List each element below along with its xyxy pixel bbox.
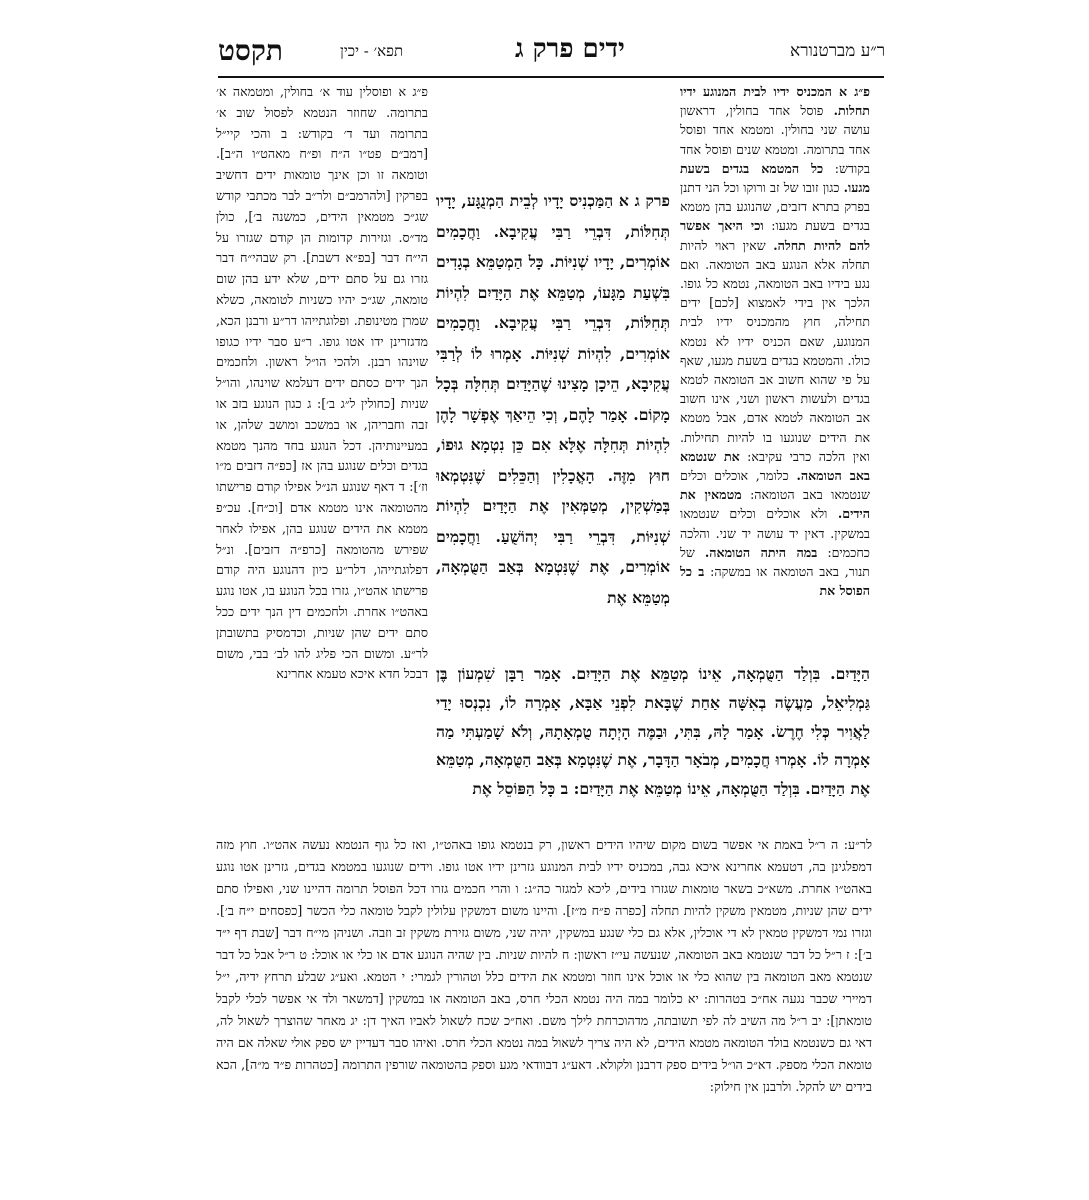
commentary-text: של תנור, באב הטומאה או במשקה: bbox=[680, 544, 870, 580]
yachin-commentary-text: פ״ג א ופוסלין עוד א׳ בחולין, ומטמאה א׳ בתרומה. שחוזר הנטמא לפסול שוב א׳ בתרומה ועד ד׳ בקודש: ב והכי קיי״ל [רמב״ם פט״ו ה״ח ופ״ח מאהט״ו ה״ב]. וטומאה זו וכן אינך טומאות ידים דחשיב בפרקין [ולהרמב״ם ולר״ב לבר מכתבי קודש שג״כ מטמאין הידים, כמשנה ב׳], כולן מד״ס. וגזירות קדומות הן קודם שגזרו על הי״ח דבר [בפ״א דשבת]. רק שבהי״ח דבר גזרו גם על סתם ידים, שלא ידע בהן שום טומאה, שג״כ יהיו כשניות לטומאה, כשלא שמרן מטינופת. ופלוגתייהו דר״ע ורבנן הכא, מדגזרינן ידו אטו גופו. ר״ע סבר ידיו כגופו שוינהו רבנן. ולהכי הו״ל ראשון. ולחכמים הנך ידים כסתם ידים דעלמא שוינהו, והו״ל שניות [כחולין ל״ג ב׳]: ג כגון הנוגע בזב או זבה וחבריהן, או במשכב ומושב שלהן, או במעיינותיהן. דכל הנוגע בחד מהנך מטמא בגדים וכלים שנוגע בהן אז [כפ״ה דזבים מ״ו וז׳]: ד דאף שנוגע הנ״ל אפילו קודם פרישתו מהטומאה אינו מטמא אדם [וכ״ח]. עכ״פ מטמא את הידים שנוגע בהן, אפילו לאחר שפירש מהטומאה [כרפ״ה דזבים]. ונ״ל דפלוגתייהו, דלר״ע כיון דהנוגע היה קודם פרישתו אהט״ו, גזרו בכל הנוגע בו, אטו נוגע באהט״ו אחרת. ולחכמים דין הנך ידים ככל סתם ידים שהן שניות, וכדמסיק בתשובתן לר״ע. ומשום הכי פליג להו לב׳ בבי, משום דבכל חדא איכא טעמא אחרינא bbox=[216, 84, 428, 682]
commentary-lemma: ב כל הפוסל את bbox=[680, 564, 870, 599]
commentary-lemma: וכי היאך אפשר להם להיות תחלה. bbox=[680, 218, 870, 253]
mishnah-text-full-width bbox=[436, 660, 870, 832]
yachin-commentary-text: לר״ע: ה ר״ל באמת אי אפשר בשום מקום שיהיו הידים ראשון, רק בנטמא גופו באהט״ו, ואז כל גוף הנטמא נעשה אהט״ו. חוץ מזה דמפלגינן בה, דטעמא אחרינא איכא גבה, במכניס ידיו לבית המנוגע גזרינן ידיו אטו גופו. וידים שנוגעו במטמא בגדים, גזרינן אטו נוגע באהט״ו אחרת. משא״כ בשאר טומאות שגזרו בידים, ליכא למגזר כה״ג: ו והרי חכמים גזרו דכל הפוסל תרומה דהיינו שני, ואפילו סתם ידים שהן שניות, מטמאין משקין להיות תחלה [כפרה פ״ח מ״ז]. והיינו משום דמשקין עלולין לקבל טומאה כלי הכשר [כפסחים י״ח ב׳]. וגזרו נמי דמשקין טמאין לא די אוכלין, אלא גם כלי שנגע במשקין, יהיה שני, משום גזירת משקין זב וזבה. ושניהן מי״ח דבר [שבת דף י״ד ב׳]: ז ר״ל כל דבר שנטמא באב הטומאה, שנעשה עי״ז ראשון: ח להיות שניות. בין שהיה הנוגע אדם או כלי או אוכל: ט ר״ל אבל כל דבר שנטמא מאב הטומאה בין שהוא כלי או אוכל אינו חוזר ומטמא את הידים כלל וטהורין לגמרי: י הטמא. ואע״ג שבלע תרחץ ידיה, י״ל דמיירי שכבר נגעה אח״כ בטהרות: יא כלומר במה היה נטמא הכלי חרס, באב הטומאה או במשקין [דמשאר ולד אי אפשר לכלי לקבל טומאתן]: יב ר״ל מה השיב לה לפי תשובתה, מדהוכרחת לילך משם. ואח״כ שכח לשאול לאביו האיך דן: יג מאחר שהוצרך לשאול לה, דאי גם כשנטמא בולד הטומאה מטמא הידים, לא היה צריך לשאול במה נטמא הכלי חרס. ואיהו סבר דעדיין יש ספק אולי שאלה אם היה טומאת הכלי מספק. דא״כ הו״ל בידים ספק דרבנן ולקולא. דאע״ג דבוודאי מגע וספק בהטומאה שורפין התרומה [כטהרות פ״ד מ״ה], הכא בידים יש להקל. ולרבנן אין חילוק: bbox=[216, 837, 872, 1094]
commentary-lemma: במה היתה הטומאה. bbox=[704, 544, 818, 560]
running-head-title: ידים פרק ג bbox=[515, 34, 625, 64]
tiferet-yisrael-column bbox=[216, 82, 428, 830]
commentary-text: כלומר, אוכלים וכלים שנטמאו באב הטומאה: bbox=[680, 468, 870, 503]
commentary-text: כגון זובו של זב ורוקו וכל הני דתנן בפרק בתרא דזבים, שהנוגע בהן מטמא בגדים בשעת מגעו: bbox=[680, 180, 870, 234]
commentary-lemma: כל המטמא בגדים בשעת מגעו. bbox=[680, 160, 870, 196]
page-number: תקסט bbox=[218, 34, 283, 67]
bartenura-commentary-column bbox=[680, 82, 870, 658]
header-rule bbox=[218, 76, 884, 78]
commentary-text: ולא אוכלים וכלים שנטמאו במשקין. דאין יד עושה יד שני. והלכה כחכמים: bbox=[680, 506, 870, 560]
mishnah-text: הַיָּדַיִם. בִּוְלַד הַטֻּמְאָה, אֵינוֹ מְטַמֵּא אֶת הַיָּדַיִם. אָמַר רַבָּן שִׁמְעוֹן בֶּן גַּמְלִיאֵל, מַעֲשֶׂה בְאִשָּׁה אַחַת שֶׁבָּאת לִפְנֵי אַבָּא, אָמְרָה לוֹ, נִכְנְסוּ יָדַי לַאֲוִיר כְּלִי חֶרֶשׂ. אָמַר לָהּ, בִּתִּי, וּבַמֶּה הָיְתָה טֻמְאָתָהּ, וְלֹא שָׁמַעְתִּי מַה אָמְרָה לוֹ. אָמְרוּ חֲכָמִים, מְבֹאָר הַדָּבָר, אֶת שֶׁנִּטְמָא בְּאַב הַטֻּמְאָה, מְטַמֵּא אֶת הַיָּדַיִם. בִּוְלַד הַטֻּמְאָה, אֵינוֹ מְטַמֵּא אֶת הַיָּדַיִם: ב כָּל הַפּוֹסֵל אֶת bbox=[436, 664, 870, 799]
bottom-commentary-block bbox=[216, 834, 872, 1160]
commentary-text: שאין ראוי להיות תחלה אלא הנוגע באב הטומאה. ואם נגע בידיו באב הטומאה, נטמא כל גופו. הלכך אין בידי לאמצוא [לכם] ידים תחילה, חוץ מהמכניס ידיו לבית המנוגע, שאם הכניס ידיו לא נטמא כולו. והמטמא בגדים בשעת מגעו, שאף על פי שהוא חשוב אב הטומאה לטמא בגדים ולעשות ראשון ושני, אינו חשוב אב הטומאה לטמא אדם, אבל מטמא את הידים שנוגעו בו להיות תחילות. ואין הלכה כרבי עקיבא: bbox=[680, 237, 870, 464]
running-head-commentary: ר״ע מברטנורא bbox=[790, 41, 886, 61]
mishnah-text-column bbox=[436, 186, 670, 656]
commentary-text: פוסל אחד בחולין, דראשון עושה שני בחולין. ומטמא אחד ופוסל אחד בתרומה. ומטמא שנים ופוסל אחד בקודש: bbox=[680, 103, 870, 176]
commentary-lemma: את שנטמא באב הטומאה. bbox=[680, 448, 870, 484]
commentary-lemma: מטמאין את הידים. bbox=[680, 487, 870, 522]
commentary-lemma: פ״ג א המכניס ידיו לבית המנוגע ידיו תחלות. bbox=[680, 84, 870, 119]
running-head-range: תפא׳ - יכין bbox=[340, 42, 404, 60]
mishnah-text: פרק ג א הַמַּכְנִיס יָדָיו לְבֵית הַמְנֻגָּע, יָדָיו תְּחִלּוֹת, דִּבְרֵי רַבִּי עֲקִיבָא. וַחֲכָמִים אוֹמְרִים, יָדָיו שְׁנִיּוֹת. כָּל הַמְטַמֵּא בְגָדִים בִּשְׁעַת מַגָּעוֹ, מְטַמֵּא אֶת הַיָּדַיִם לִהְיוֹת תְּחִלּוֹת, דִּבְרֵי רַבִּי עֲקִיבָא. וַחֲכָמִים אוֹמְרִים, לִהְיוֹת שְׁנִיּוֹת. אָמְרוּ לוֹ לְרַבִּי עֲקִיבָא, הֵיכָן מָצִינוּ שֶׁהַיָּדַיִם תְּחִלָּה בְּכָל מָקוֹם. אָמַר לָהֶם, וְכִי הֵיאַךְ אֶפְשָׁר לָהֶן לִהְיוֹת תְּחִלָּה אֶלָּא אִם כֵּן נִטְמָא גוּפוֹ, חוּץ מִזֶּה. הָאֳכָלִין וְהַכֵּלִים שֶׁנִּטְמְאוּ בְּמַשְׁקִין, מְטַמְּאִין אֶת הַיָּדַיִם לִהְיוֹת שְׁנִיּוֹת, דִּבְרֵי רַבִּי יְהוֹשֻׁעַ. וַחֲכָמִים אוֹמְרִים, אֶת שֶׁנִּטְמָא בְּאַב הַטֻּמְאָה, מְטַמֵּא אֶת bbox=[436, 191, 670, 607]
